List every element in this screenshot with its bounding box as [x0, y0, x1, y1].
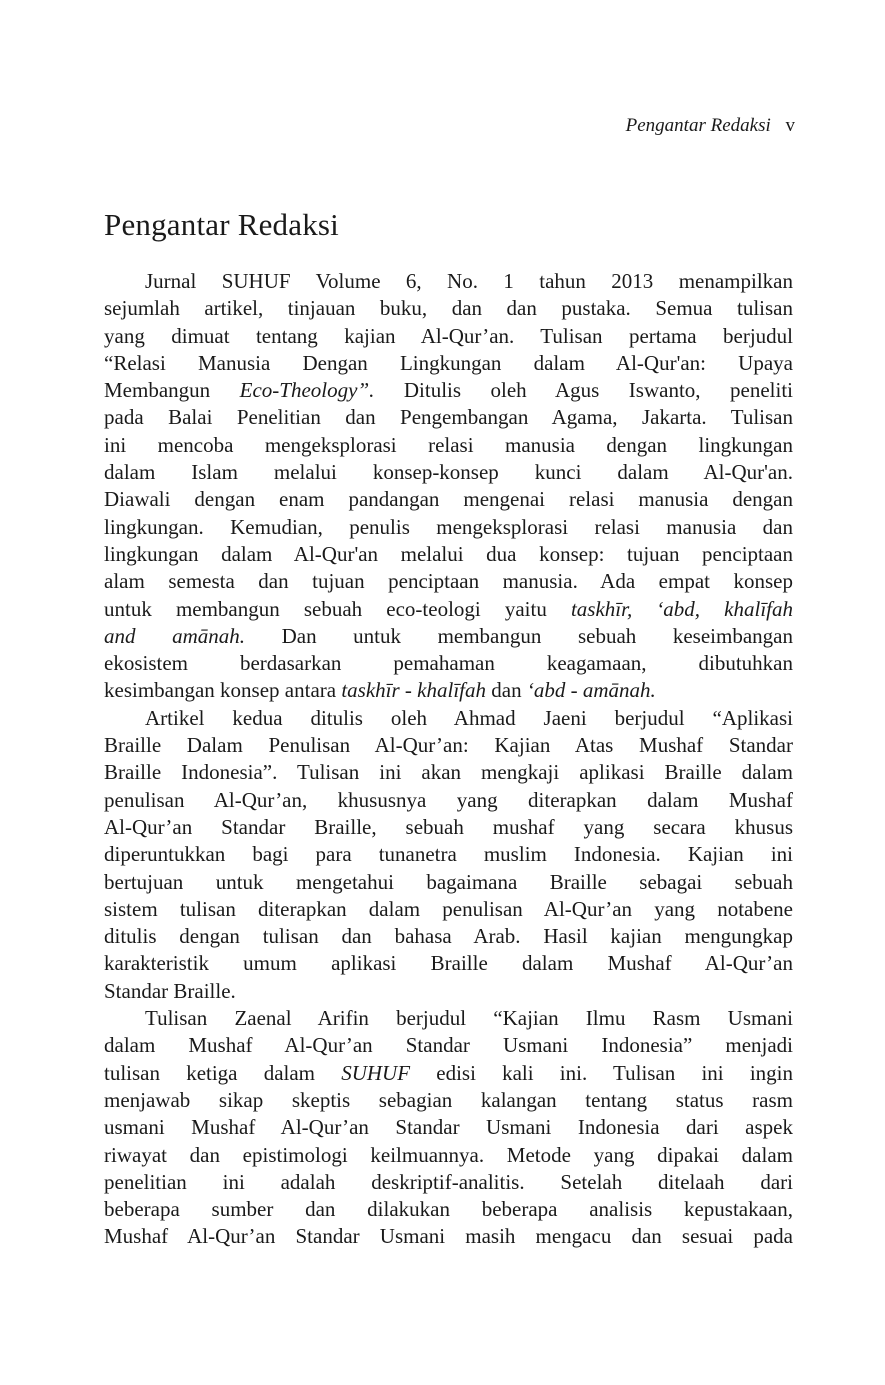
- text-segment: Diawali dengan enam pandangan mengenai relasi manusia dengan: [104, 487, 793, 512]
- text-line: [104, 978, 793, 1005]
- text-segment: “Relasi Manusia Dengan Lingkungan dalam Al-Qur'an: Upaya: [104, 350, 793, 375]
- text-line: [104, 1142, 793, 1169]
- paragraph-1: [104, 268, 793, 705]
- text-line: [104, 541, 793, 568]
- text-segment: penulisan Al-Qur’an, khususnya yang diterapkan dalam Mushaf: [104, 787, 793, 812]
- text-segment: lingkungan dalam Al-Qur'an melalui dua konsep: tujuan penciptaan: [104, 541, 793, 566]
- text-segment: Artikel kedua ditulis oleh Ahmad Jaeni berjudul “Aplikasi: [145, 705, 793, 730]
- text-line: [104, 596, 793, 623]
- text-segment: dan: [486, 678, 527, 703]
- text-segment: Braille Dalam Penulisan Al-Qur’an: Kajian Atas Mushaf Standar: [104, 733, 793, 758]
- paragraph-3: [104, 1005, 793, 1251]
- text-line: [104, 568, 793, 595]
- text-line: [104, 459, 793, 486]
- text-line: [104, 295, 793, 322]
- text-line: [104, 841, 793, 868]
- text-segment: menjawab sikap skeptis sebagian kalangan tentang status rasm: [104, 1087, 793, 1112]
- text-segment: yang dimuat tentang kajian Al-Qur’an. Tulisan pertama berjudul: [104, 323, 793, 348]
- text-segment: lingkungan. Kemudian, penulis mengeksplorasi relasi manusia dan: [104, 514, 793, 539]
- text-line: [104, 1114, 793, 1141]
- text-segment: pada Balai Penelitian dan Pengembangan Agama, Jakarta. Tulisan: [104, 405, 793, 430]
- running-header: [626, 113, 795, 139]
- text-segment: beberapa sumber dan dilakukan beberapa analisis kepustakaan,: [104, 1197, 793, 1222]
- text-segment: Standar Braille.: [104, 978, 236, 1003]
- text-segment: diperuntukkan bagi para tunanetra muslim Indonesia. Kajian ini: [104, 842, 793, 867]
- text-line: [104, 650, 793, 677]
- italic-text: SUHUF: [341, 1060, 411, 1085]
- text-segment: edisi kali ini. Tulisan ini ingin: [410, 1060, 794, 1085]
- text-line: [104, 787, 793, 814]
- text-segment: dalam Mushaf Al-Qur’an Standar Usmani Indonesia” menjadi: [104, 1033, 793, 1058]
- text-line: [104, 486, 793, 513]
- text-segment: Mushaf Al-Qur’an Standar Usmani masih mengacu dan sesuai pada: [104, 1224, 793, 1249]
- text-segment: Ditulis oleh Agus Iswanto, peneliti: [374, 378, 793, 403]
- text-line: [104, 377, 793, 404]
- text-segment: penelitian ini adalah deskriptif-analitis. Setelah ditelaah dari: [104, 1169, 793, 1194]
- text-segment: kesimbangan konsep antara: [104, 678, 342, 703]
- text-segment: Braille Indonesia”. Tulisan ini akan mengkaji aplikasi Braille dalam: [104, 760, 793, 785]
- italic-text: Eco-Theology”.: [239, 378, 375, 403]
- text-line: [104, 514, 793, 541]
- article-body: [104, 268, 793, 1251]
- page-number: v: [785, 115, 795, 136]
- text-segment: Jurnal SUHUF Volume 6, No. 1 tahun 2013 menampilkan: [145, 269, 793, 293]
- italic-text: ‘abd - amānah.: [526, 678, 656, 703]
- text-line: [104, 323, 793, 350]
- italic-text: taskhīr, ‘abd, khalīfah: [570, 596, 793, 621]
- paragraph-2: [104, 705, 793, 1005]
- text-segment: Dan untuk membangun sebuah keseimbangan: [245, 623, 793, 648]
- text-line: [104, 677, 793, 704]
- text-line: [104, 705, 793, 732]
- text-line: [104, 1060, 793, 1087]
- text-line: [104, 623, 793, 650]
- text-line: [104, 950, 793, 977]
- text-segment: bertujuan untuk mengetahui bagaimana Braille sebagai sebuah: [104, 869, 793, 894]
- text-segment: sejumlah artikel, tinjauan buku, dan dan pustaka. Semua tulisan: [104, 296, 793, 321]
- text-line: [104, 1196, 793, 1223]
- text-segment: ekosistem berdasarkan pemahaman keagamaan, dibutuhkan: [104, 651, 793, 676]
- text-line: [104, 1087, 793, 1114]
- text-line: [104, 732, 793, 759]
- text-line: [104, 1223, 793, 1250]
- text-segment: ini mencoba mengeksplorasi relasi manusia dengan lingkungan: [104, 432, 793, 457]
- running-header-title: Pengantar Redaksi: [625, 115, 771, 136]
- text-segment: ditulis dengan tulisan dan bahasa Arab. Hasil kajian mengungkap: [104, 924, 793, 949]
- text-segment: riwayat dan epistimologi keilmuannya. Metode yang dipakai dalam: [104, 1142, 793, 1167]
- text-segment: Al-Qur’an Standar Braille, sebuah mushaf yang secara khusus: [104, 814, 793, 839]
- italic-text: taskhīr - khalīfah: [341, 678, 486, 703]
- text-line: [104, 404, 793, 431]
- text-segment: usmani Mushaf Al-Qur’an Standar Usmani Indonesia dari aspek: [104, 1115, 793, 1140]
- text-line: [104, 869, 793, 896]
- text-line: [104, 1032, 793, 1059]
- text-segment: sistem tulisan diterapkan dalam penulisan Al-Qur’an yang notabene: [104, 896, 793, 921]
- text-line: [104, 268, 793, 295]
- text-line: [104, 1005, 793, 1032]
- text-segment: tulisan ketiga dalam: [104, 1060, 342, 1085]
- text-line: [104, 432, 793, 459]
- text-line: [104, 1169, 793, 1196]
- text-line: [104, 759, 793, 786]
- text-line: [104, 350, 793, 377]
- text-line: [104, 896, 793, 923]
- text-segment: Tulisan Zaenal Arifin berjudul “Kajian Ilmu Rasm Usmani: [145, 1006, 793, 1031]
- italic-text: and amānah.: [104, 623, 245, 648]
- text-segment: karakteristik umum aplikasi Braille dalam Mushaf Al-Qur’an: [104, 951, 793, 976]
- text-segment: dalam Islam melalui konsep-konsep kunci dalam Al-Qur'an.: [104, 460, 793, 485]
- text-line: [104, 814, 793, 841]
- text-line: [104, 923, 793, 950]
- text-segment: Membangun: [104, 378, 240, 403]
- text-segment: untuk membangun sebuah eco-teologi yaitu: [104, 596, 571, 621]
- text-segment: alam semesta dan tujuan penciptaan manusia. Ada empat konsep: [104, 569, 793, 594]
- page-title: Pengantar Redaksi: [104, 207, 339, 242]
